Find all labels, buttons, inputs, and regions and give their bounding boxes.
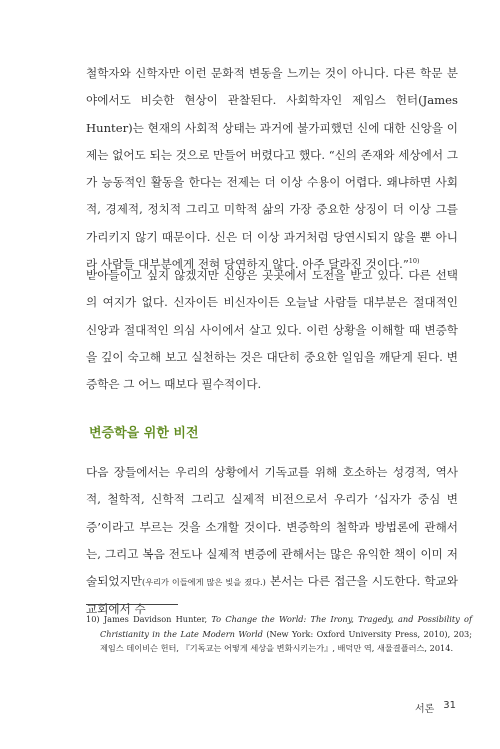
paragraph-3-tail: 본서는 다른 접근을 시도한다. 학교와 교회에서 수: [86, 574, 458, 617]
section-heading: 변증학을 위한 비전: [89, 426, 199, 441]
page-footer: [415, 700, 456, 715]
page-number: 31: [443, 700, 456, 711]
footnote-reference: 10): [408, 257, 420, 266]
paragraph-1-text: 철학자와 신학자만 이런 문화적 변동을 느끼는 것이 아니다. 다른 학문 분야에서도 비슷한 현상이 관찰된다. 사회학자인 제임스 헌터(James Hunter)는 현재의 사회적 상태는 과거에 불가피했던 신에 대한 신앙을 이제는 없어도 되는 것으로 만들어 버렸다고 했다. “신의 존재와 세상에서 그가 능동적인 활동을 한다는 전제는 더 이상 수용이 어렵다. 왜냐하면 사회적, 경제적, 정치적 그리고 미학적 삶의 가장 중요한 상징이 더 이상 그를 가리키지 않기 때문이다. 신은 더 이상 과거처럼 당연시되지 않을 뿐 아니라 사람들 대부분에게 전혀 당연하지 않다. 아주 달라진 것이다.”: [86, 66, 458, 272]
body-paragraph-3: [86, 459, 458, 624]
paragraph-3-aside: (우리가 이들에게 많은 빚을 졌다.): [142, 577, 266, 588]
footnote-title: To Change the World: The Irony, Tragedy, and Possibility of Christianity in the Late Modern World: [100, 614, 473, 639]
footnote-author: James Davidson Hunter,: [103, 614, 208, 624]
footnote: [86, 612, 472, 656]
running-section: 서론: [414, 704, 435, 715]
footnote-divider: [86, 604, 178, 605]
footnote-number: 10): [86, 614, 100, 624]
footnote-publication: (New York: Oxford University Press, 2010), 203; 제임스 데이비슨 헌터, 『기독교는 어떻게 세상을 변화시키는가』, 배덕만 역, 새물결플러스, 2014.: [100, 628, 472, 654]
body-paragraph-2: 받아들이고 싶지 않겠지만 신앙은 곳곳에서 도전을 받고 있다. 다른 선택의 여지가 없다. 신자이든 비신자이든 오늘날 사람들 대부분은 절대적인 신앙과 절대적인 의심 사이에서 살고 있다. 이런 상황을 이해할 때 변증학을 깊이 숙고해 보고 실천하는 것은 대단히 중요한 일임을 깨닫게 된다. 변증학은 그 어느 때보다 필수적이다.: [86, 268, 458, 392]
body-paragraph-1: [86, 60, 458, 278]
paragraph-3-text: 다음 장들에서는 우리의 상황에서 기독교를 위해 호소하는 성경적, 역사적, 철학적, 신학적 그리고 실제적 비전으로서 우리가 ‘십자가 중심 변증’이라고 부르는 것을 소개할 것이다. 변증학의 철학과 방법론에 관해서는, 그리고 복음 전도나 실제적 변증에 관해서는 많은 유익한 책이 이미 저술되었지만: [86, 465, 458, 589]
